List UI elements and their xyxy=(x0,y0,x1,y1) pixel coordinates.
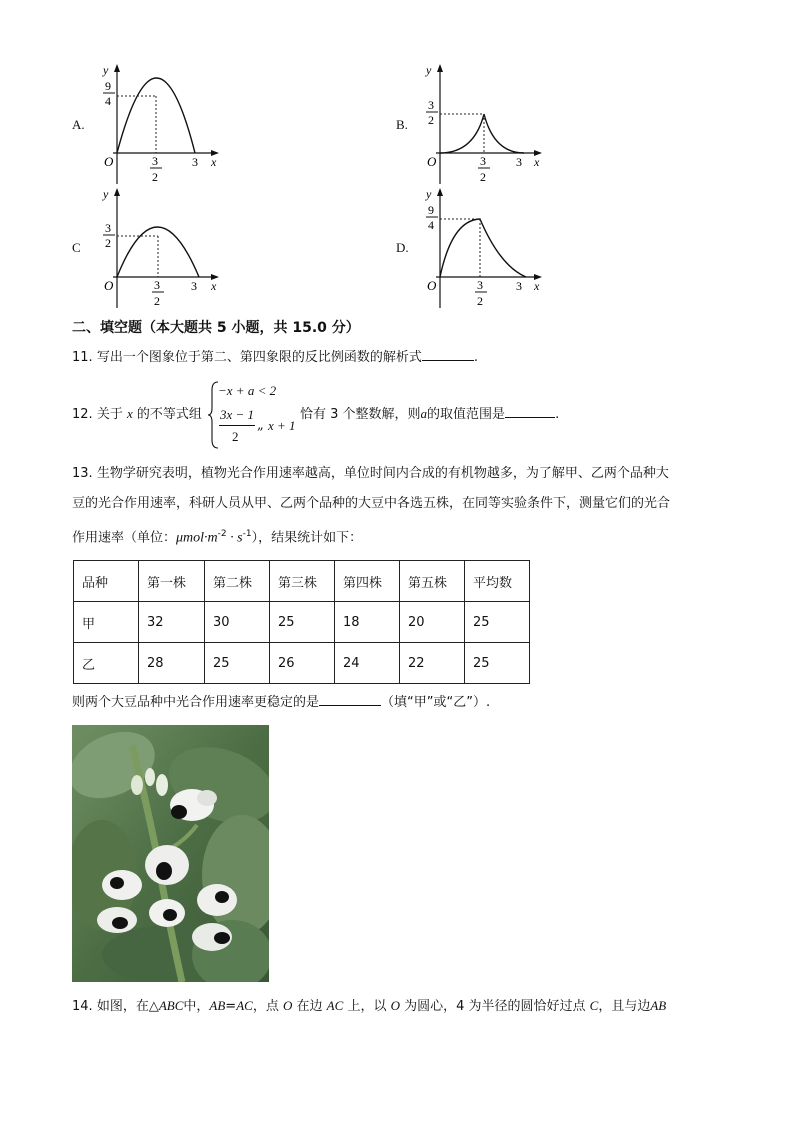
ytick-num: 9 xyxy=(105,79,111,93)
svg-text:2: 2 xyxy=(105,236,111,250)
svg-text:O: O xyxy=(427,154,437,169)
q12-post: 恰有 3 个整数解，则 xyxy=(300,407,421,422)
q14-t6: ，且与边 xyxy=(598,999,651,1014)
q14-t5: 为圆心，4 为半径的圆恰好过点 xyxy=(404,999,586,1014)
q12-post2: 的取值范围是 xyxy=(427,407,506,422)
svg-text:4: 4 xyxy=(428,218,434,232)
q11-blank[interactable] xyxy=(422,346,474,361)
q13-line3 xyxy=(72,521,732,551)
x-end-label: 3 xyxy=(192,155,198,169)
q14-ab2: AB xyxy=(650,998,667,1013)
table-cell: 25 xyxy=(270,602,335,643)
table-cell: 乙 xyxy=(74,643,139,684)
q12-ineq2-rhs: x + 1 xyxy=(268,418,296,433)
option-a-graph xyxy=(95,62,225,187)
q14-c: C xyxy=(589,998,599,1013)
section-title: 二、填空题（本大题共 5 小题，共 15.0 分） xyxy=(72,320,360,336)
y-label: y xyxy=(103,63,109,77)
table-header-cell: 平均数 xyxy=(465,561,530,602)
option-a-label: A. xyxy=(72,117,85,132)
option-b-label: B. xyxy=(396,117,408,132)
q13-exp2: -1 xyxy=(242,529,252,539)
option-d-graph xyxy=(418,186,548,311)
q13-after-b: （填“甲”或“乙”）. xyxy=(381,695,491,710)
svg-text:3: 3 xyxy=(516,279,522,293)
q14-t2: ，点 xyxy=(252,999,279,1014)
svg-text:3: 3 xyxy=(477,278,483,292)
option-b-svg xyxy=(418,62,548,187)
svg-text:O: O xyxy=(104,278,114,293)
table-cell: 20 xyxy=(400,602,465,643)
svg-text:3: 3 xyxy=(105,221,111,235)
table-cell: 25 xyxy=(465,643,530,684)
q14-ac: AC xyxy=(236,998,253,1013)
table-header-cell: 品种 xyxy=(74,561,139,602)
option-c-svg xyxy=(95,186,225,311)
q11-end: . xyxy=(473,350,478,365)
svg-text:x: x xyxy=(534,155,540,169)
q13-after xyxy=(72,690,490,716)
q13-num: 13. xyxy=(72,466,93,481)
q14-o: O xyxy=(282,998,293,1013)
y-axis-arrow-icon xyxy=(437,188,443,196)
q14-t1: 中， xyxy=(183,999,210,1014)
q13-line2: 豆的光合作用速率，科研人员从甲、乙两个品种的大豆中各选五株，在同等实验条件下，测量它们的光合 xyxy=(72,496,671,511)
x-label: x xyxy=(211,155,217,169)
q14-ab: AB xyxy=(209,998,226,1013)
table-cell: 25 xyxy=(465,602,530,643)
svg-text:3: 3 xyxy=(428,98,434,112)
question-11 xyxy=(72,345,478,371)
svg-text:x: x xyxy=(211,279,217,293)
table-cell: 24 xyxy=(335,643,400,684)
option-d-label: D. xyxy=(396,240,409,255)
question-13 xyxy=(72,461,732,551)
q11-text: 写出一个图象位于第二、第四象限的反比例函数的解析式 xyxy=(96,350,422,365)
table-cell: 25 xyxy=(205,643,270,684)
svg-text:3: 3 xyxy=(480,154,486,168)
svg-text:y: y xyxy=(426,63,432,77)
svg-text:3: 3 xyxy=(516,155,522,169)
table-row xyxy=(74,643,530,684)
origin-label: O xyxy=(104,154,114,169)
flower-photo xyxy=(72,725,269,982)
table-header-cell: 第二株 xyxy=(205,561,270,602)
svg-text:2: 2 xyxy=(428,113,434,127)
q14-num: 14. xyxy=(72,999,93,1014)
svg-text:y: y xyxy=(103,187,109,201)
q12-frac-bar xyxy=(219,425,255,426)
table-header-row xyxy=(74,561,530,602)
xtick-num: 3 xyxy=(152,154,158,168)
y-axis-arrow-icon xyxy=(437,64,443,72)
option-c-label: C xyxy=(72,240,81,255)
q12-num: 12. xyxy=(72,407,93,422)
q12-ineq2-den: 2 xyxy=(232,429,239,444)
question-12-tail xyxy=(300,401,559,428)
q14-eq: = xyxy=(225,999,237,1014)
q13-after-a: 则两个大豆品种中光合作用速率更稳定的是 xyxy=(72,695,320,710)
svg-text:2: 2 xyxy=(477,294,483,308)
q12-end: . xyxy=(555,407,560,422)
question-14 xyxy=(72,993,666,1020)
q12-blank[interactable] xyxy=(505,403,555,418)
table-cell: 28 xyxy=(139,643,205,684)
data-table xyxy=(73,560,530,684)
q12-pre: 关于 xyxy=(96,407,123,422)
q14-ac2: AC xyxy=(326,998,344,1013)
svg-text:O: O xyxy=(427,278,437,293)
q12-ineq1: −x + a < 2 xyxy=(218,383,277,398)
q14-text-a: 如图，在△ xyxy=(96,999,159,1014)
q14-t3: 在边 xyxy=(296,999,323,1014)
y-axis-arrow-icon xyxy=(114,64,120,72)
svg-text:3: 3 xyxy=(154,278,160,292)
curve xyxy=(440,114,524,153)
q12-var-x: x xyxy=(126,406,133,421)
svg-text:x: x xyxy=(534,279,540,293)
q12-ineq2-rel: „ xyxy=(257,418,264,433)
q12-var-a: a xyxy=(420,406,428,421)
q11-num: 11. xyxy=(72,350,93,365)
table-cell: 22 xyxy=(400,643,465,684)
table-cell: 32 xyxy=(139,602,205,643)
q12-mid: 的不等式组 xyxy=(136,407,202,422)
q14-t4: 上，以 xyxy=(347,999,387,1014)
table-header-cell: 第五株 xyxy=(400,561,465,602)
q13-line3a: 作用速率（单位： xyxy=(72,530,177,546)
table-header-cell: 第三株 xyxy=(270,561,335,602)
svg-text:3: 3 xyxy=(191,279,197,293)
q13-unit2: · s xyxy=(226,530,243,546)
y-axis-arrow-icon xyxy=(114,188,120,196)
ytick-den: 4 xyxy=(105,94,111,108)
table-header-cell: 第四株 xyxy=(335,561,400,602)
table-row xyxy=(74,602,530,643)
svg-text:2: 2 xyxy=(154,294,160,308)
option-b-graph xyxy=(418,62,548,187)
table-header-cell: 第一株 xyxy=(139,561,205,602)
flower-photo-svg xyxy=(72,725,269,982)
q13-unit: μmol·m xyxy=(176,530,218,546)
table-cell: 30 xyxy=(205,602,270,643)
svg-text:9: 9 xyxy=(428,203,434,217)
q14-o2: O xyxy=(390,998,400,1013)
q12-system xyxy=(208,380,300,450)
q13-line3b: ），结果统计如下： xyxy=(251,530,363,546)
q13-exp1: -2 xyxy=(217,529,227,539)
q13-blank[interactable] xyxy=(319,691,381,706)
svg-text:2: 2 xyxy=(480,170,486,184)
question-12 xyxy=(72,401,202,428)
table-cell: 甲 xyxy=(74,602,139,643)
curve xyxy=(440,219,526,277)
q13-line1-text: 生物学研究表明，植物光合作用速率越高，单位时间内合成的有机物越多，为了解甲、乙两个品种大 xyxy=(96,466,669,481)
q14-abc: ABC xyxy=(158,998,184,1013)
option-d-svg xyxy=(418,186,548,311)
svg-text:y: y xyxy=(426,187,432,201)
option-a-svg xyxy=(95,62,225,187)
q12-ineq2-num: 3x − 1 xyxy=(220,407,255,422)
q13-line1 xyxy=(72,461,732,487)
table-cell: 26 xyxy=(270,643,335,684)
table-cell: 18 xyxy=(335,602,400,643)
xtick-den: 2 xyxy=(152,170,158,184)
option-c-graph xyxy=(95,186,225,311)
